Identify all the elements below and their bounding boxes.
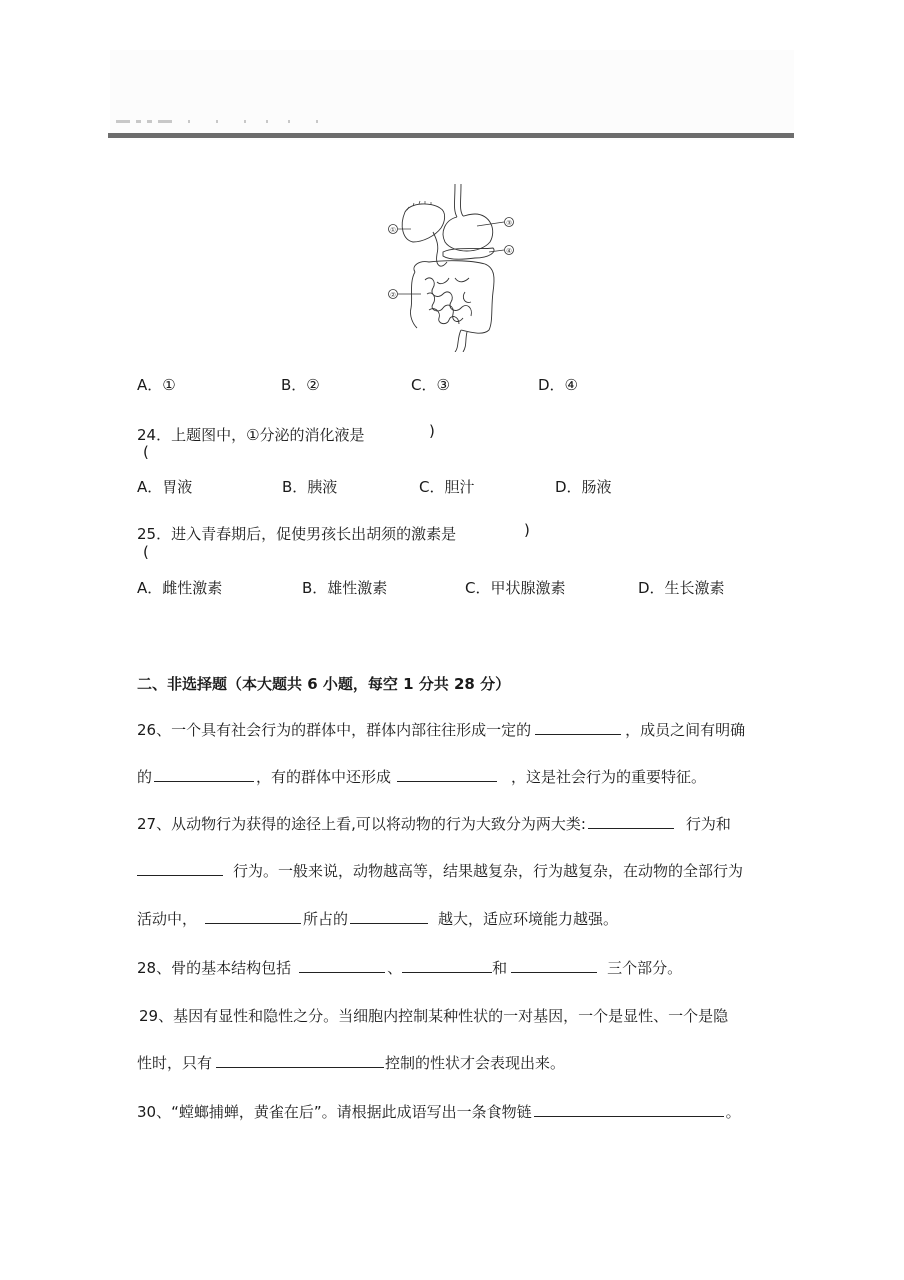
q23-option-b[interactable]: B．② <box>281 376 320 394</box>
q27-line-3 <box>137 908 618 929</box>
q28-blank-2[interactable] <box>402 958 492 973</box>
q24-option-a[interactable]: A．胃液 <box>137 478 193 496</box>
q25-option-b[interactable]: B．雄性激素 <box>302 579 388 597</box>
q29-line-1: 29、基因有显性和隐性之分。当细胞内控制某种性状的一对基因，一个是显性、一个是隐 <box>139 1007 729 1025</box>
q26-text-1: 26、一个具有社会行为的群体中，群体内部往往形成一定的 <box>137 721 532 739</box>
q27-line-1 <box>137 813 731 834</box>
q28-blank-1[interactable] <box>299 958 385 973</box>
q27-text-1: 27、从动物行为获得的途径上看,可以将动物的行为大致分为两大类: <box>137 815 586 833</box>
q28-line-1 <box>137 957 682 978</box>
q25-paren-open: ( <box>143 543 149 561</box>
q23-option-d[interactable]: D．④ <box>538 376 578 394</box>
q26-text-5: ，这是社会行为的重要特征。 <box>511 768 707 786</box>
header-divider <box>108 133 794 138</box>
q29-blank-1[interactable] <box>216 1053 384 1068</box>
q29-text-1: 性时，只有 <box>137 1054 213 1072</box>
svg-text:③: ③ <box>506 219 512 227</box>
q30-text-2: 。 <box>725 1103 741 1121</box>
q28-text-2: 三个部分。 <box>607 959 683 977</box>
q25-stem: 25．进入青春期后，促使男孩长出胡须的激素是 <box>137 525 457 543</box>
q26-line-2 <box>137 766 706 787</box>
q28-blank-3[interactable] <box>511 958 597 973</box>
q29-line-2 <box>137 1052 565 1073</box>
q28-text-1: 28、骨的基本结构包括 <box>137 959 292 977</box>
header-faint-text <box>116 118 318 124</box>
q25-option-c[interactable]: C．甲状腺激素 <box>465 579 566 597</box>
q28-sep-1: 、 <box>387 959 403 977</box>
q26-blank-3[interactable] <box>397 767 497 782</box>
q27-text-2: 行为和 <box>685 815 731 833</box>
q27-text-6: 越大，适应环境能力越强。 <box>438 910 619 928</box>
q27-text-3: 行为。一般来说，动物越高等，结果越复杂，行为越复杂，在动物的全部行为 <box>233 862 744 880</box>
q30-text-1: 30、“螳螂捕蝉，黄雀在后”。请根据此成语写出一条食物链 <box>137 1103 532 1121</box>
svg-text:①: ① <box>390 226 396 234</box>
q24-paren-close: ) <box>429 422 435 440</box>
q26-text-4: ，有的群体中还形成 <box>256 768 392 786</box>
svg-text:④: ④ <box>506 247 512 255</box>
q27-line-2 <box>137 860 743 881</box>
q26-blank-2[interactable] <box>154 767 254 782</box>
q27-blank-4[interactable] <box>350 909 428 924</box>
q30-line-1 <box>137 1101 741 1122</box>
q23-option-c[interactable]: C．③ <box>411 376 450 394</box>
q24-option-c[interactable]: C．胆汁 <box>419 478 475 496</box>
q27-text-5: 所占的 <box>303 910 349 928</box>
q28-sep-2: 和 <box>492 959 508 977</box>
section-2-heading: 二、非选择题（本大题共 6 小题，每空 1 分共 28 分） <box>137 675 511 693</box>
q25-option-d[interactable]: D．生长激素 <box>638 579 725 597</box>
digestive-system-figure <box>385 182 525 352</box>
q26-text-2: ，成员之间有明确 <box>625 721 746 739</box>
q25-option-a[interactable]: A．雌性激素 <box>137 579 223 597</box>
q24-stem: 24．上题图中，①分泌的消化液是 <box>137 426 365 444</box>
q26-text-3: 的 <box>137 768 153 786</box>
svg-text:②: ② <box>390 291 396 299</box>
q27-blank-1[interactable] <box>588 814 674 829</box>
q24-option-b[interactable]: B．胰液 <box>282 478 338 496</box>
q25-paren-close: ) <box>524 521 530 539</box>
q24-paren-open: ( <box>143 443 149 461</box>
q23-option-a[interactable]: A．① <box>137 376 176 394</box>
q27-blank-3[interactable] <box>205 909 301 924</box>
q24-option-d[interactable]: D．肠液 <box>555 478 612 496</box>
q27-blank-2[interactable] <box>137 861 223 876</box>
q27-text-4: 活动中， <box>137 910 198 928</box>
q29-text-2: 控制的性状才会表现出来。 <box>385 1054 566 1072</box>
q26-line-1 <box>137 719 745 740</box>
q30-blank-1[interactable] <box>534 1102 724 1117</box>
q26-blank-1[interactable] <box>535 720 621 735</box>
